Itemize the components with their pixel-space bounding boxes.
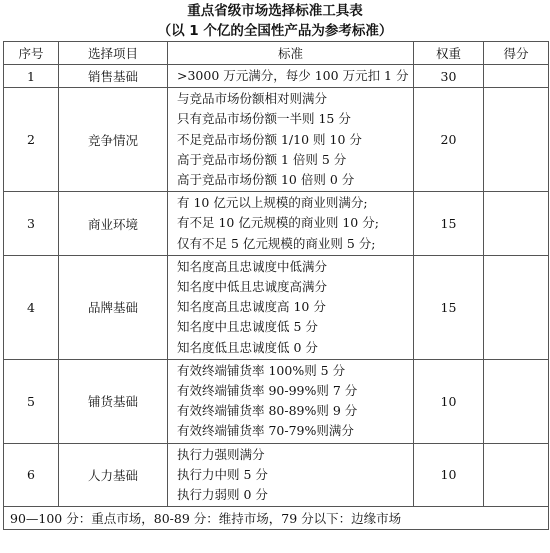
row-number: 4 bbox=[4, 255, 59, 359]
scoring-summary: 90—100 分：重点市场，80-89 分：维持市场，79 分以下：边缘市场 bbox=[4, 507, 549, 530]
standard-line: 执行力弱则 0 分 bbox=[177, 487, 268, 503]
table-row bbox=[4, 443, 549, 507]
row-standard bbox=[168, 88, 414, 192]
table-row bbox=[4, 192, 549, 256]
selection-standard-table bbox=[3, 41, 549, 530]
row-weight: 20 bbox=[414, 88, 484, 192]
table-row bbox=[4, 255, 549, 359]
row-item: 人力基础 bbox=[59, 443, 168, 507]
standard-line: 有效终端铺货率 70-79%则满分 bbox=[177, 423, 354, 439]
row-standard bbox=[168, 443, 414, 507]
standard-line: 知名度高且忠诚度中低满分 bbox=[177, 258, 328, 274]
standard-line: 执行力强则满分 bbox=[177, 446, 265, 462]
standard-line: 只有竞品市场份额一半则 15 分 bbox=[177, 111, 351, 127]
standard-line: 知名度低且忠诚度低 0 分 bbox=[177, 339, 318, 355]
row-score bbox=[484, 88, 549, 192]
row-weight: 30 bbox=[414, 65, 484, 88]
standard-line: 仅有不足 5 亿元规模的商业则 5 分; bbox=[177, 235, 376, 251]
standard-line: 有效终端铺货率 90-99%则 7 分 bbox=[177, 383, 358, 399]
row-item: 铺货基础 bbox=[59, 359, 168, 443]
row-weight: 10 bbox=[414, 443, 484, 507]
row-standard bbox=[168, 192, 414, 256]
row-number: 3 bbox=[4, 192, 59, 256]
row-item: 销售基础 bbox=[59, 65, 168, 88]
standard-line: 知名度高且忠诚度高 10 分 bbox=[177, 299, 326, 315]
standard-line: 不足竞品市场份额 1/10 则 10 分 bbox=[177, 131, 362, 147]
header-item: 选择项目 bbox=[59, 42, 168, 65]
page-subtitle: （以 1 个亿的全国性产品为参考标准） bbox=[157, 23, 393, 39]
row-item: 竞争情况 bbox=[59, 88, 168, 192]
table-footer-row bbox=[4, 507, 549, 530]
page-title: 重点省级市场选择标准工具表 bbox=[187, 3, 363, 19]
row-weight: 15 bbox=[414, 192, 484, 256]
row-standard bbox=[168, 359, 414, 443]
row-weight: 10 bbox=[414, 359, 484, 443]
row-score bbox=[484, 443, 549, 507]
row-score bbox=[484, 65, 549, 88]
header-weight: 权重 bbox=[414, 42, 484, 65]
table-row bbox=[4, 88, 549, 192]
standard-line: 有不足 10 亿元规模的商业则 10 分; bbox=[177, 215, 379, 231]
standard-line: 有 10 亿元以上规模的商业则满分; bbox=[177, 195, 368, 211]
row-item: 商业环境 bbox=[59, 192, 168, 256]
row-number: 5 bbox=[4, 359, 59, 443]
header-score: 得分 bbox=[484, 42, 549, 65]
row-number: 6 bbox=[4, 443, 59, 507]
header-no: 序号 bbox=[4, 42, 59, 65]
header-standard: 标准 bbox=[168, 42, 414, 65]
table-row bbox=[4, 359, 549, 443]
standard-line: 执行力中则 5 分 bbox=[177, 466, 268, 482]
row-score bbox=[484, 255, 549, 359]
standard-line: 有效终端铺货率 100%则 5 分 bbox=[177, 362, 346, 378]
standard-line: 知名度中且忠诚度低 5 分 bbox=[177, 319, 318, 335]
standard-line: 有效终端铺货率 80-89%则 9 分 bbox=[177, 403, 358, 419]
standard-line: 高于竞品市场份额 10 倍则 0 分 bbox=[177, 172, 355, 188]
standard-line: 与竞品市场份额相对则满分 bbox=[177, 91, 328, 107]
standard-line: 高于竞品市场份额 1 倍则 5 分 bbox=[177, 151, 347, 167]
standard-line: 知名度中低且忠诚度高满分 bbox=[177, 279, 328, 295]
row-score bbox=[484, 192, 549, 256]
row-number: 1 bbox=[4, 65, 59, 88]
table-header-row bbox=[4, 42, 549, 65]
row-weight: 15 bbox=[414, 255, 484, 359]
table-row bbox=[4, 65, 549, 88]
row-score bbox=[484, 359, 549, 443]
row-standard bbox=[168, 65, 414, 88]
standard-line: >3000 万元满分，每少 100 万元扣 1 分 bbox=[177, 68, 409, 83]
row-standard bbox=[168, 255, 414, 359]
row-number: 2 bbox=[4, 88, 59, 192]
row-item: 品牌基础 bbox=[59, 255, 168, 359]
